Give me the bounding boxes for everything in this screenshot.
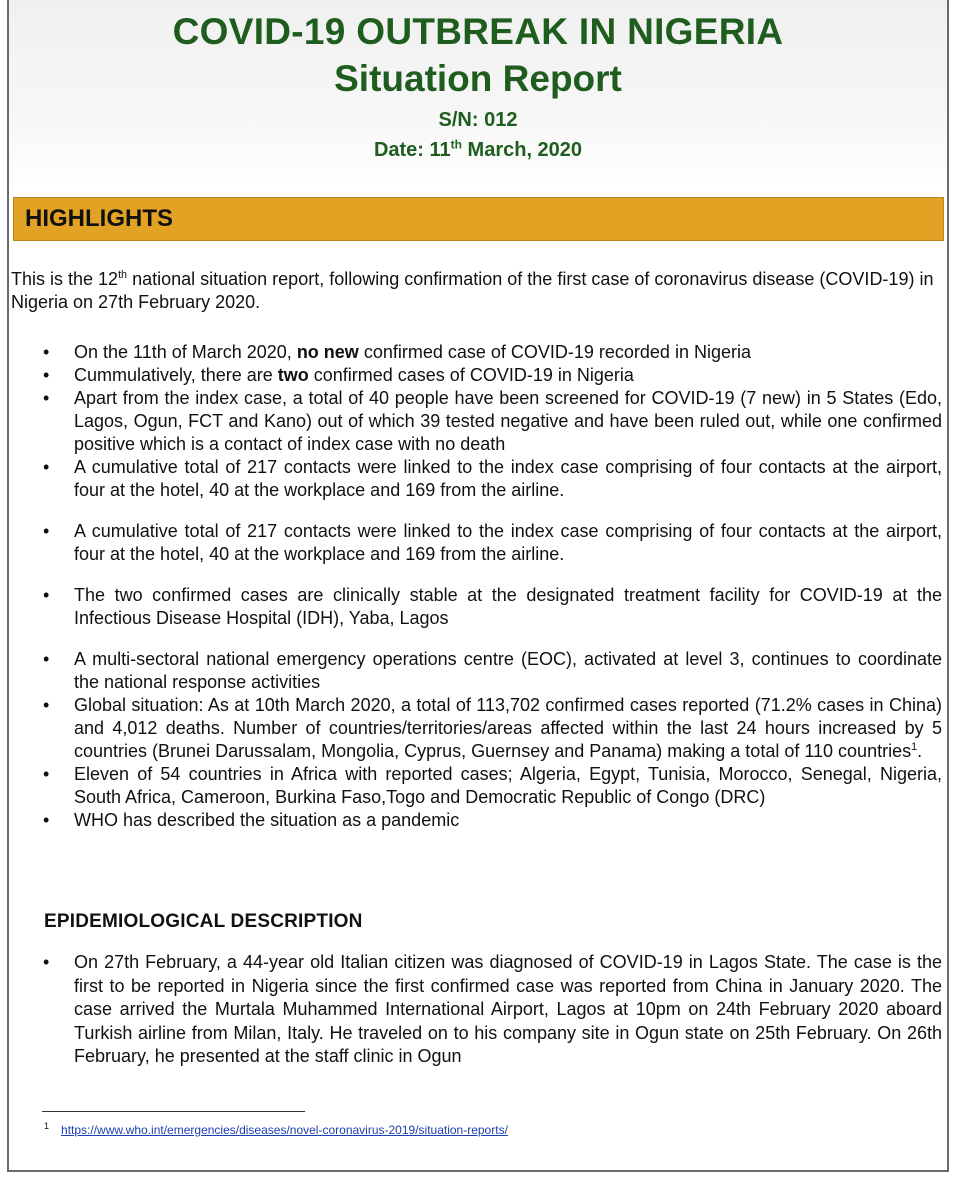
report-title: COVID-19 OUTBREAK IN NIGERIA xyxy=(172,11,784,52)
footnote-number: 1 xyxy=(44,1121,50,1131)
serial-number: S/N: 012 xyxy=(438,109,518,131)
footnote-link[interactable]: https://www.who.int/emergencies/diseases/novel-coronavirus-2019/situation-reports/ xyxy=(61,1123,508,1137)
highlights-list xyxy=(9,341,942,832)
list-item: • A multi-sectoral national emergency operations centre (EOC), activated at level 3, continues to coordinate the national response activities xyxy=(9,648,942,694)
list-item: • On the 11th of March 2020, no new confirmed case of COVID-19 recorded in Nigeria xyxy=(9,341,942,364)
report-subtitle: Situation Report xyxy=(334,58,622,99)
footnote xyxy=(44,1121,508,1137)
list-item: • A cumulative total of 217 contacts were linked to the index case comprising of four contacts at the airport, four at the hotel, 40 at the workplace and 169 from the airline. xyxy=(9,456,942,502)
list-item: • WHO has described the situation as a pandemic xyxy=(9,809,942,832)
section-heading-epidemiological: EPIDEMIOLOGICAL DESCRIPTION xyxy=(44,911,363,932)
list-item: • Global situation: As at 10th March 2020, a total of 113,702 confirmed cases reported (71.2% cases in China) and 4,012 deaths. Number of countries/territories/areas affected within the last 24 hours increased by 5 countries (Brunei Darussalam, Mongolia, Cyprus, Guernsey and Panama) making a total of 110 countries$^1$. xyxy=(9,694,942,763)
highlights-heading: HIGHLIGHTS xyxy=(25,205,173,232)
list-item: • A cumulative total of 217 contacts were linked to the index case comprising of four contacts at the airport, four at the hotel, 40 at the workplace and 169 from the airline. xyxy=(9,520,942,566)
list-item: • On 27th February, a 44-year old Italian citizen was diagnosed of COVID-19 in Lagos State. The case is the first to be reported in Nigeria since the first confirmed case was reported from China in January 2020. The case arrived the Murtala Muhammed International Airport, Lagos at 10pm on 24th February 2020 aboard Turkish airline from Milan, Italy. He traveled on to his company site in Ogun state on 25th February. On 26th February, he presented at the staff clinic in Ogun xyxy=(9,951,942,1069)
footnote-divider xyxy=(42,1111,305,1112)
epidemiological-list xyxy=(9,951,942,1069)
list-item: • Cummulatively, there are two confirmed cases of COVID-19 in Nigeria xyxy=(9,364,942,387)
report-date: Date: 11th March, 2020 xyxy=(373,137,583,161)
list-item: • Apart from the index case, a total of 40 people have been screened for COVID-19 (7 new) in 5 States (Edo, Lagos, Ogun, FCT and Kano) out of which 39 tested negative and have been ruled out, while one confirmed positive which is a contact of index case with no death xyxy=(9,387,942,456)
list-item: • Eleven of 54 countries in Africa with reported cases; Algeria, Egypt, Tunisia, Morocco, Senegal, Nigeria, South Africa, Cameroon, Burkina Faso,Togo and Democratic Republic of Congo (DRC) xyxy=(9,763,942,809)
highlights-banner xyxy=(13,197,944,241)
report-header xyxy=(9,0,947,164)
intro-paragraph: This is the 12th national situation report, following confirmation of the first case of coronavirus disease (COVID-19) in Nigeria on 27th February 2020. xyxy=(11,269,934,312)
report-page xyxy=(7,0,949,1172)
list-item: • The two confirmed cases are clinically stable at the designated treatment facility for COVID-19 at the Infectious Disease Hospital (IDH), Yaba, Lagos xyxy=(9,584,942,630)
